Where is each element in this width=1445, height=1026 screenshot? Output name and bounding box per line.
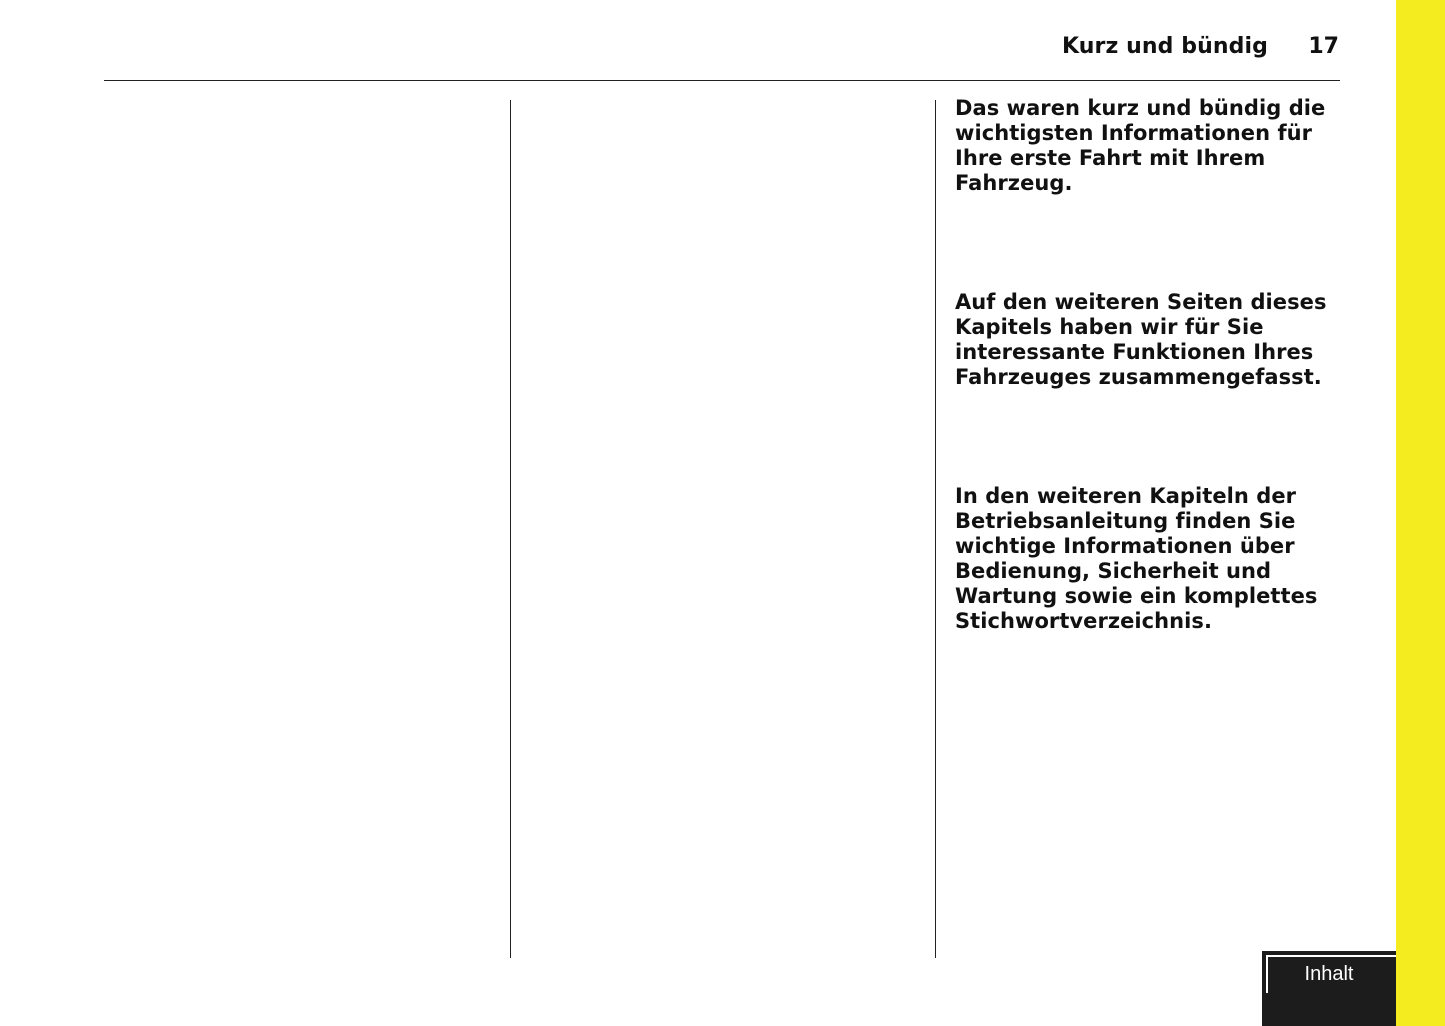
- chapter-title: Kurz und bündig: [1062, 34, 1268, 59]
- column-divider-left: [510, 100, 511, 958]
- contents-button[interactable]: [1262, 951, 1396, 1026]
- yellow-edge-bar: [1396, 0, 1445, 1026]
- contents-button-label: Inhalt: [1304, 963, 1354, 985]
- column-divider-right: [935, 100, 936, 958]
- paragraph-chapters: In den weiteren Kapiteln der Betriebsanleitung finden Sie wichtige Informationen über Bedienung, Sicherheit und Wartung sowie ein komplettes Stichwortverzeichnis.: [955, 484, 1318, 633]
- paragraph-functions: Auf den weiteren Seiten dieses Kapitels haben wir für Sie interessante Funktionen Ihres Fahrzeuges zusammengefasst.: [955, 290, 1327, 389]
- paragraph-intro: Das waren kurz und bündig die wichtigsten Informationen für Ihre erste Fahrt mit Ihrem Fahrzeug.: [955, 96, 1326, 195]
- page-number: 17: [1308, 34, 1339, 59]
- header-divider: [104, 80, 1340, 81]
- button-highlight-top: [1266, 955, 1396, 957]
